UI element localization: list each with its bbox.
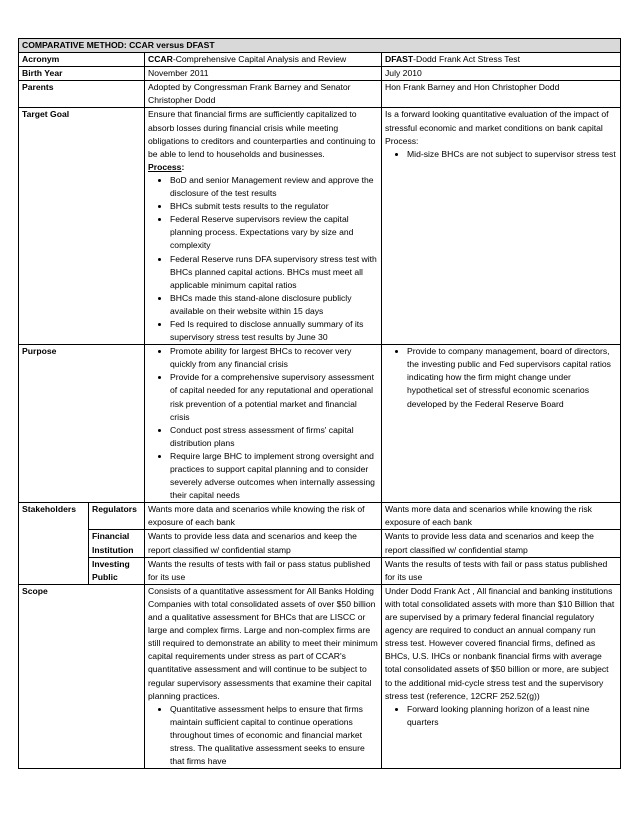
ccar-process-label: Process xyxy=(148,161,182,172)
row-parents xyxy=(19,81,621,108)
list-item: • Mid-size BHCs are not subject to supervisor stress test xyxy=(407,148,617,161)
list-item: • BoD and senior Management review and approve the disclosure of the test results xyxy=(170,174,378,200)
stakeholder-investing-public: Investing Public xyxy=(89,557,145,584)
list-item: • Fed Is required to disclose annually summary of its supervisory stress test results by June 30 xyxy=(170,318,378,344)
dfast-scope-intro: Under Dodd Frank Act , All financial and banking institutions with total consolidated assets with more than $10 Billion that are supervised by a primary federal financial regulatory agency are required to conduct an annual company run stress test. However covered financial firms, defined as BHCs, U.S. IHCs or nonbank financial firms with average total consolidated assets of $50 billion or more, are subject to the additional mid-cycle stress test and the supervisory stress test (reference, 12CRF 252.52(g)) xyxy=(385,585,615,701)
list-item: • BHCs made this stand-alone disclosure publicly available on their website within 15 days xyxy=(170,292,378,318)
row-label-stakeholders: Stakeholders xyxy=(19,503,89,585)
dfast-target-goal-intro: Is a forward looking quantitative evaluation of the impact of stressful economic and market conditions on bank capital xyxy=(385,109,609,133)
ccar-scope-list xyxy=(148,703,378,768)
dfast-acronym-full: -Dodd Frank Act Stress Test xyxy=(413,54,520,65)
stakeholder-financial-institution: Financial Institution xyxy=(89,530,145,557)
dfast-stakeholder-financial-institution: Wants to provide less data and scenarios and keep the report classified w/ confidential stamp xyxy=(382,530,621,557)
dfast-stakeholder-regulators: Wants more data and scenarios while knowing the risk exposure of each bank xyxy=(382,503,621,530)
row-scope xyxy=(19,584,621,768)
list-item: • Provide to company management, board of directors, the investing public and Fed supervisors capital ratios indicating how the firm might change under hypothetical set of stressful economic scenarios developed by the Federal Reserve Board xyxy=(407,345,617,410)
ccar-parents: Adopted by Congressman Frank Barney and Senator Christopher Dodd xyxy=(145,81,382,108)
ccar-purpose-cell xyxy=(145,345,382,503)
row-label-scope: Scope xyxy=(19,584,145,768)
ccar-stakeholder-investing-public: Wants the results of tests with fail or pass status published for its use xyxy=(145,557,382,584)
ccar-acronym-full: -Comprehensive Capital Analysis and Review xyxy=(172,54,347,65)
list-item: • Forward looking planning horizon of a least nine quarters xyxy=(407,703,617,729)
list-item: • Provide for a comprehensive supervisory assessment of capital needed for any reputational and operational risk prevention of a potential market and financial crisis xyxy=(170,371,378,423)
dfast-process-label: Process: xyxy=(385,135,419,146)
ccar-process-list xyxy=(148,174,378,344)
dfast-scope-cell xyxy=(382,584,621,768)
dfast-stakeholder-investing-public: Wants the results of tests with fail or pass status published for its use xyxy=(382,557,621,584)
comparison-table xyxy=(18,38,621,769)
list-item: • Promote ability for largest BHCs to recover very quickly from any financial crisis xyxy=(170,345,378,371)
list-item: • BHCs submit tests results to the regulator xyxy=(170,200,378,213)
ccar-purpose-list xyxy=(148,345,378,502)
dfast-acronym-short: DFAST xyxy=(385,54,414,65)
dfast-purpose-cell xyxy=(382,345,621,503)
ccar-target-goal-intro: Ensure that financial firms are sufficiently capitalized to absorb losses during financial crisis while meeting obligations to creditors and counterparties and continuing to be able to lend to households and businesses. xyxy=(148,109,376,159)
ccar-acronym-cell xyxy=(145,53,382,67)
dfast-process-list xyxy=(385,148,617,161)
table-title: COMPARATIVE METHOD: CCAR versus DFAST xyxy=(19,39,621,53)
row-label-target-goal: Target Goal xyxy=(19,108,145,345)
ccar-process-heading xyxy=(148,161,378,174)
ccar-scope-intro: Consists of a quantitative assessment for All Banks Holding Companies with total consolidated assets of over $50 billion and a qualitative assessment for BHCs that are LISCC or large and complex firms. Large and non-complex firms are still required to demonstrate an ability to meet their minimum capital requirements under stress as part of CCAR's quantitative assessment and will continue to be subject to regular supervisory assessments that examine their capital planning practices. xyxy=(148,585,378,701)
row-purpose xyxy=(19,345,621,503)
row-label-purpose: Purpose xyxy=(19,345,145,503)
row-label-birth-year: Birth Year xyxy=(19,67,145,81)
table-title-row xyxy=(19,39,621,53)
row-stakeholders-regulators xyxy=(19,503,621,530)
stakeholder-regulators: Regulators xyxy=(89,503,145,530)
dfast-target-goal-cell xyxy=(382,108,621,345)
row-acronym xyxy=(19,53,621,67)
dfast-acronym-cell xyxy=(382,53,621,67)
ccar-target-goal-cell xyxy=(145,108,382,345)
list-item: • Require large BHC to implement strong oversight and practices to support capital planning and to consider severely adverse outcomes when internally assessing their capital needs xyxy=(170,450,378,502)
dfast-purpose-list xyxy=(385,345,617,410)
row-target-goal xyxy=(19,108,621,345)
ccar-scope-cell xyxy=(145,584,382,768)
ccar-process-colon: : xyxy=(181,161,185,172)
row-stakeholders-investing-public xyxy=(19,557,621,584)
ccar-stakeholder-financial-institution: Wants to provide less data and scenarios and keep the report classified w/ confidential stamp xyxy=(145,530,382,557)
dfast-parents: Hon Frank Barney and Hon Christopher Dodd xyxy=(382,81,621,108)
row-label-acronym: Acronym xyxy=(19,53,145,67)
ccar-birth-year: November 2011 xyxy=(145,67,382,81)
row-birth-year xyxy=(19,67,621,81)
row-label-parents: Parents xyxy=(19,81,145,108)
dfast-birth-year: July 2010 xyxy=(382,67,621,81)
list-item: • Conduct post stress assessment of firms' capital distribution plans xyxy=(170,424,378,450)
list-item: • Federal Reserve supervisors review the capital planning process. Expectations vary by size and complexity xyxy=(170,213,378,252)
list-item: • Quantitative assessment helps to ensure that firms maintain sufficient capital to continue operations throughout times of economic and financial market stress. The qualitative assessment seeks to ensure that firms have xyxy=(170,703,378,768)
ccar-stakeholder-regulators: Wants more data and scenarios while knowing the risk of exposure of each bank xyxy=(145,503,382,530)
ccar-acronym-short: CCAR xyxy=(148,54,173,65)
row-stakeholders-financial-institution xyxy=(19,530,621,557)
list-item: • Federal Reserve runs DFA supervisory stress test with BHCs planned capital actions. BHCs must meet all applicable minimum capital ratios xyxy=(170,253,378,292)
dfast-scope-list xyxy=(385,703,617,729)
